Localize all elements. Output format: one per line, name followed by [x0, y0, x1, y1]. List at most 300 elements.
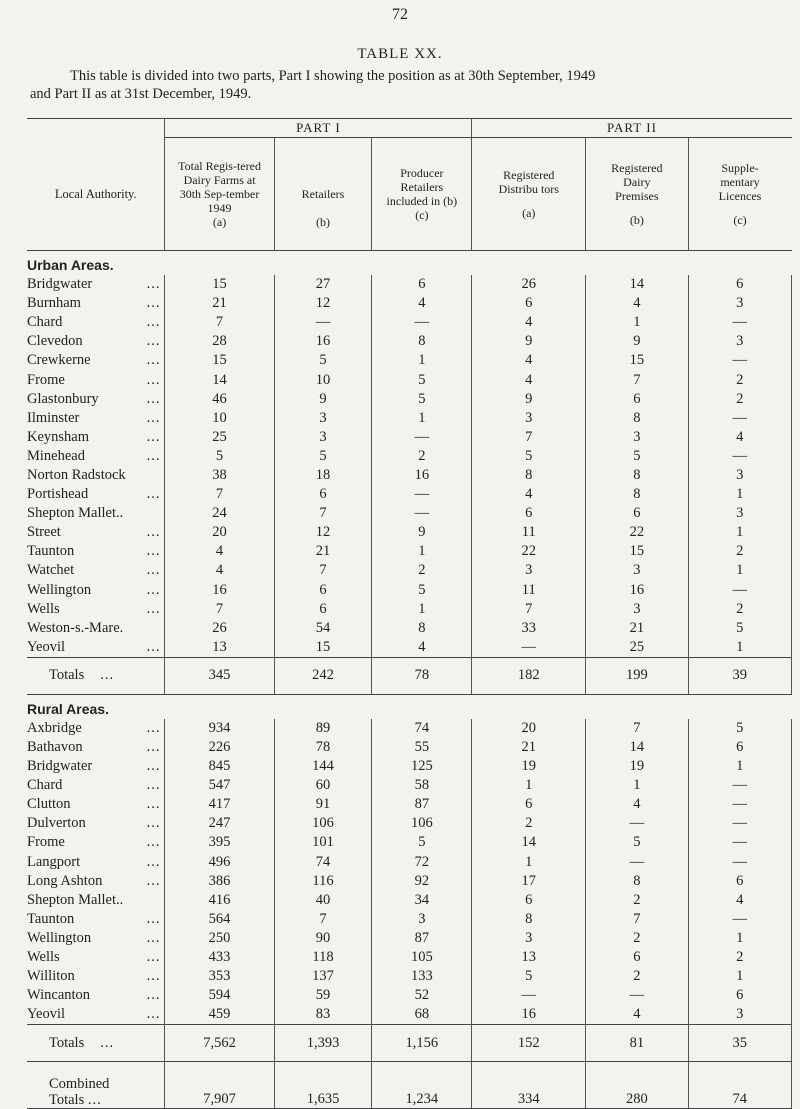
value-cell: 3 — [586, 600, 688, 619]
authority-name: Chard ... — [27, 313, 165, 332]
authority-name: Keynsham ... — [27, 428, 165, 447]
value-cell: 5 — [274, 447, 372, 466]
value-cell: 6 — [688, 275, 792, 294]
value-cell: 54 — [274, 619, 372, 638]
authority-name: Weston-s.-Mare. — [27, 619, 165, 638]
value-cell: 89 — [274, 719, 372, 738]
value-cell: 137 — [274, 967, 372, 986]
value-cell: 55 — [372, 738, 472, 757]
value-cell: 133 — [372, 967, 472, 986]
value-cell: — — [472, 638, 586, 658]
table-row — [27, 466, 792, 485]
value-cell: 3 — [472, 409, 586, 428]
table-row — [27, 523, 792, 542]
value-cell: 15 — [274, 638, 372, 658]
value-cell: 21 — [165, 294, 274, 313]
urban-totals-label: Totals ... — [27, 657, 165, 694]
value-cell: 52 — [372, 986, 472, 1005]
value-cell: 14 — [586, 738, 688, 757]
value-cell: 4 — [472, 313, 586, 332]
value-cell: 105 — [372, 948, 472, 967]
table-row — [27, 929, 792, 948]
total-value-cell: 345 — [165, 657, 274, 694]
value-cell: 24 — [165, 504, 274, 523]
authority-name: Axbridge ... — [27, 719, 165, 738]
value-cell: 7 — [274, 504, 372, 523]
value-cell: 7 — [472, 428, 586, 447]
value-cell: 6 — [586, 390, 688, 409]
header-registered-dairy-premises: Registered Dairy Premises (b) — [586, 138, 688, 251]
part-2-label: PART II — [472, 119, 792, 138]
table-row — [27, 814, 792, 833]
value-cell: 7 — [274, 910, 372, 929]
value-cell: — — [688, 351, 792, 370]
value-cell: 19 — [472, 757, 586, 776]
value-cell: 6 — [274, 581, 372, 600]
rural-areas-section — [27, 694, 792, 1062]
authority-name: Yeovil ... — [27, 638, 165, 658]
value-cell: 1 — [688, 523, 792, 542]
value-cell: 386 — [165, 872, 274, 891]
value-cell: 27 — [274, 275, 372, 294]
value-cell: 19 — [586, 757, 688, 776]
value-cell: 3 — [688, 1005, 792, 1025]
total-value-cell: 7,562 — [165, 1025, 274, 1062]
value-cell: 6 — [586, 504, 688, 523]
value-cell: 6 — [688, 986, 792, 1005]
value-cell: 26 — [165, 619, 274, 638]
table-row — [27, 561, 792, 580]
value-cell: 3 — [274, 409, 372, 428]
authority-name: Clutton ... — [27, 795, 165, 814]
value-cell: 2 — [688, 542, 792, 561]
value-cell: 3 — [586, 428, 688, 447]
value-cell: 4 — [472, 351, 586, 370]
value-cell: 2 — [586, 891, 688, 910]
value-cell: 1 — [688, 561, 792, 580]
value-cell: — — [586, 853, 688, 872]
page-number: 72 — [392, 6, 408, 23]
part-1-label: PART I — [165, 119, 472, 138]
value-cell: 6 — [472, 504, 586, 523]
value-cell: 6 — [372, 275, 472, 294]
table-row — [27, 719, 792, 738]
authority-name: Ilminster ... — [27, 409, 165, 428]
combined-value-cell: 334 — [472, 1062, 586, 1109]
value-cell: 4 — [688, 428, 792, 447]
value-cell: 14 — [165, 370, 274, 389]
value-cell: 28 — [165, 332, 274, 351]
value-cell: 6 — [472, 891, 586, 910]
value-cell: 9 — [472, 390, 586, 409]
header-local-authority: Local Authority. — [27, 138, 165, 251]
value-cell: 9 — [586, 332, 688, 351]
header-producer-retailers: Producer Retailers included in (b) (c) — [372, 138, 472, 251]
value-cell: 1 — [372, 409, 472, 428]
column-header-row — [27, 138, 792, 251]
value-cell: — — [688, 814, 792, 833]
value-cell: 6 — [586, 948, 688, 967]
rural-areas-heading: Rural Areas. — [27, 700, 109, 717]
value-cell: 106 — [274, 814, 372, 833]
value-cell: 417 — [165, 795, 274, 814]
value-cell: 1 — [688, 485, 792, 504]
value-cell: 564 — [165, 910, 274, 929]
table-row — [27, 332, 792, 351]
value-cell: 353 — [165, 967, 274, 986]
value-cell: 1 — [372, 600, 472, 619]
value-cell: — — [274, 313, 372, 332]
value-cell: 21 — [586, 619, 688, 638]
authority-name: Yeovil ... — [27, 1005, 165, 1025]
value-cell: — — [688, 776, 792, 795]
value-cell: — — [586, 986, 688, 1005]
value-cell: 395 — [165, 833, 274, 852]
authority-name: Shepton Mallet.. — [27, 891, 165, 910]
value-cell: 116 — [274, 872, 372, 891]
value-cell: 87 — [372, 795, 472, 814]
table-row — [27, 581, 792, 600]
value-cell: 101 — [274, 833, 372, 852]
value-cell: 58 — [372, 776, 472, 795]
total-value-cell: 199 — [586, 657, 688, 694]
value-cell: 33 — [472, 619, 586, 638]
table-title: TABLE XX. — [357, 46, 443, 62]
dairy-statistics-table — [27, 118, 792, 1109]
urban-areas-heading-row — [27, 251, 792, 276]
value-cell: 92 — [372, 872, 472, 891]
table-row — [27, 757, 792, 776]
value-cell: 496 — [165, 853, 274, 872]
value-cell: — — [372, 428, 472, 447]
authority-name: Wellington ... — [27, 929, 165, 948]
value-cell: 5 — [372, 390, 472, 409]
rural-areas-heading-row — [27, 694, 792, 719]
value-cell: 11 — [472, 581, 586, 600]
table-row — [27, 619, 792, 638]
value-cell: 6 — [688, 872, 792, 891]
value-cell: — — [688, 409, 792, 428]
value-cell: 5 — [372, 370, 472, 389]
value-cell: 74 — [274, 853, 372, 872]
authority-name: Shepton Mallet.. — [27, 504, 165, 523]
value-cell: 12 — [274, 523, 372, 542]
rural-totals-row — [27, 1025, 792, 1062]
value-cell: 226 — [165, 738, 274, 757]
authority-name: Burnham ... — [27, 294, 165, 313]
intro-line-2: and Part II as at 31st December, 1949. — [30, 86, 252, 102]
value-cell: 6 — [688, 738, 792, 757]
value-cell: 5 — [165, 447, 274, 466]
table-row — [27, 872, 792, 891]
value-cell: 2 — [688, 390, 792, 409]
value-cell: 38 — [165, 466, 274, 485]
value-cell: 7 — [165, 600, 274, 619]
value-cell: 1 — [688, 757, 792, 776]
value-cell: 8 — [372, 619, 472, 638]
authority-name: Dulverton ... — [27, 814, 165, 833]
value-cell: — — [688, 795, 792, 814]
value-cell: 9 — [472, 332, 586, 351]
value-cell: 8 — [472, 910, 586, 929]
value-cell: 7 — [165, 313, 274, 332]
value-cell: 78 — [274, 738, 372, 757]
value-cell: 125 — [372, 757, 472, 776]
value-cell: 14 — [472, 833, 586, 852]
value-cell: 250 — [165, 929, 274, 948]
total-value-cell: 78 — [372, 657, 472, 694]
value-cell: 6 — [472, 795, 586, 814]
authority-name: Long Ashton ... — [27, 872, 165, 891]
value-cell: — — [688, 447, 792, 466]
value-cell: 22 — [586, 523, 688, 542]
table-row — [27, 795, 792, 814]
value-cell: 4 — [586, 795, 688, 814]
value-cell: 4 — [472, 370, 586, 389]
table-row — [27, 986, 792, 1005]
value-cell: 2 — [688, 370, 792, 389]
value-cell: 4 — [165, 542, 274, 561]
value-cell: — — [688, 313, 792, 332]
authority-name: Bridgwater ... — [27, 275, 165, 294]
value-cell: 13 — [165, 638, 274, 658]
value-cell: 87 — [372, 929, 472, 948]
value-cell: 845 — [165, 757, 274, 776]
table-row — [27, 351, 792, 370]
value-cell: — — [372, 504, 472, 523]
table-row — [27, 1005, 792, 1025]
authority-name: Frome ... — [27, 370, 165, 389]
rural-totals-label: Totals ... — [27, 1025, 165, 1062]
value-cell: 91 — [274, 795, 372, 814]
value-cell: 5 — [472, 447, 586, 466]
value-cell: 15 — [586, 542, 688, 561]
combined-totals-row — [27, 1062, 792, 1109]
authority-name: Langport ... — [27, 853, 165, 872]
value-cell: 1 — [472, 776, 586, 795]
table-row — [27, 967, 792, 986]
value-cell: 18 — [274, 466, 372, 485]
value-cell: 16 — [586, 581, 688, 600]
value-cell: 3 — [586, 561, 688, 580]
value-cell: 6 — [274, 485, 372, 504]
table-row — [27, 409, 792, 428]
authority-name: Watchet ... — [27, 561, 165, 580]
value-cell: 5 — [586, 833, 688, 852]
value-cell: 5 — [688, 719, 792, 738]
value-cell: 8 — [586, 485, 688, 504]
value-cell: 59 — [274, 986, 372, 1005]
value-cell: — — [586, 814, 688, 833]
value-cell: 46 — [165, 390, 274, 409]
total-value-cell: 152 — [472, 1025, 586, 1062]
authority-name: Frome ... — [27, 833, 165, 852]
authority-name: Chard ... — [27, 776, 165, 795]
value-cell: 3 — [688, 332, 792, 351]
value-cell: 8 — [586, 466, 688, 485]
authority-name: Clevedon ... — [27, 332, 165, 351]
table-row — [27, 833, 792, 852]
total-value-cell: 39 — [688, 657, 792, 694]
value-cell: 4 — [688, 891, 792, 910]
table-row — [27, 638, 792, 658]
table-row — [27, 504, 792, 523]
value-cell: 16 — [472, 1005, 586, 1025]
table-row — [27, 428, 792, 447]
value-cell: 15 — [586, 351, 688, 370]
value-cell: 26 — [472, 275, 586, 294]
authority-name: Wells ... — [27, 600, 165, 619]
header-supplementary-licences: Supple-mentary Licences (c) — [688, 138, 792, 251]
value-cell: 10 — [274, 370, 372, 389]
value-cell: — — [688, 833, 792, 852]
value-cell: 5 — [472, 967, 586, 986]
value-cell: 40 — [274, 891, 372, 910]
value-cell: 1 — [372, 542, 472, 561]
total-value-cell: 242 — [274, 657, 372, 694]
value-cell: 15 — [165, 351, 274, 370]
value-cell: 3 — [688, 294, 792, 313]
urban-areas-heading: Urban Areas. — [27, 257, 114, 273]
value-cell: 1 — [586, 313, 688, 332]
value-cell: — — [472, 986, 586, 1005]
value-cell: — — [688, 853, 792, 872]
table-intro — [30, 67, 800, 103]
value-cell: 2 — [688, 600, 792, 619]
total-value-cell: 35 — [688, 1025, 792, 1062]
authority-name: Wellington ... — [27, 581, 165, 600]
value-cell: 1 — [688, 929, 792, 948]
total-value-cell: 182 — [472, 657, 586, 694]
header-total-registered-farms: Total Regis-tered Dairy Farms at 30th Sep-tember 1949 (a) — [165, 138, 274, 251]
value-cell: 6 — [274, 600, 372, 619]
authority-name: Taunton ... — [27, 910, 165, 929]
table-row — [27, 910, 792, 929]
value-cell: 16 — [372, 466, 472, 485]
table-row — [27, 485, 792, 504]
authority-name: Williton ... — [27, 967, 165, 986]
total-value-cell: 1,156 — [372, 1025, 472, 1062]
table-row — [27, 542, 792, 561]
value-cell: 17 — [472, 872, 586, 891]
value-cell: 25 — [586, 638, 688, 658]
value-cell: 3 — [472, 929, 586, 948]
header-registered-distributors: Registered Distribu tors (a) — [472, 138, 586, 251]
value-cell: 106 — [372, 814, 472, 833]
urban-totals-row — [27, 657, 792, 694]
value-cell: — — [372, 485, 472, 504]
total-value-cell: 81 — [586, 1025, 688, 1062]
value-cell: 74 — [372, 719, 472, 738]
value-cell: 1 — [372, 351, 472, 370]
table-row — [27, 776, 792, 795]
table-row — [27, 600, 792, 619]
value-cell: 2 — [688, 948, 792, 967]
value-cell: 5 — [274, 351, 372, 370]
value-cell: 7 — [274, 561, 372, 580]
value-cell: 8 — [586, 409, 688, 428]
authority-name: Glastonbury ... — [27, 390, 165, 409]
authority-name: Crewkerne ... — [27, 351, 165, 370]
authority-name: Street ... — [27, 523, 165, 542]
table-row — [27, 294, 792, 313]
value-cell: 934 — [165, 719, 274, 738]
value-cell: 8 — [372, 332, 472, 351]
value-cell: 13 — [472, 948, 586, 967]
table-row — [27, 853, 792, 872]
authority-name: Taunton ... — [27, 542, 165, 561]
combined-value-cell: 74 — [688, 1062, 792, 1109]
value-cell: 4 — [372, 638, 472, 658]
value-cell: 25 — [165, 428, 274, 447]
value-cell: 118 — [274, 948, 372, 967]
part-header-row — [27, 119, 792, 138]
value-cell: 60 — [274, 776, 372, 795]
value-cell: 5 — [372, 833, 472, 852]
value-cell: 8 — [472, 466, 586, 485]
value-cell: 3 — [274, 428, 372, 447]
table-row — [27, 891, 792, 910]
value-cell: 433 — [165, 948, 274, 967]
value-cell: 7 — [165, 485, 274, 504]
value-cell: — — [372, 313, 472, 332]
table-row — [27, 313, 792, 332]
value-cell: 2 — [372, 447, 472, 466]
value-cell: 7 — [586, 910, 688, 929]
value-cell: — — [688, 581, 792, 600]
value-cell: 20 — [472, 719, 586, 738]
value-cell: 247 — [165, 814, 274, 833]
value-cell: 8 — [586, 872, 688, 891]
value-cell: 16 — [274, 332, 372, 351]
table-row — [27, 390, 792, 409]
value-cell: 34 — [372, 891, 472, 910]
value-cell: 1 — [472, 853, 586, 872]
value-cell: 2 — [472, 814, 586, 833]
value-cell: 3 — [688, 504, 792, 523]
table-row — [27, 447, 792, 466]
value-cell: 5 — [688, 619, 792, 638]
value-cell: 144 — [274, 757, 372, 776]
authority-name: Bathavon ... — [27, 738, 165, 757]
authority-name: Bridgwater ... — [27, 757, 165, 776]
value-cell: 594 — [165, 986, 274, 1005]
urban-areas-section — [27, 251, 792, 695]
value-cell: 68 — [372, 1005, 472, 1025]
value-cell: 12 — [274, 294, 372, 313]
value-cell: 5 — [372, 581, 472, 600]
authority-name: Wells ... — [27, 948, 165, 967]
value-cell: 21 — [472, 738, 586, 757]
value-cell: 459 — [165, 1005, 274, 1025]
value-cell: 4 — [472, 485, 586, 504]
value-cell: 5 — [586, 447, 688, 466]
table-row — [27, 738, 792, 757]
value-cell: 14 — [586, 275, 688, 294]
authority-name: Wincanton ... — [27, 986, 165, 1005]
intro-line-1: This table is divided into two parts, Part I showing the position as at 30th September, 1949 — [70, 68, 596, 84]
combined-totals-section — [27, 1062, 792, 1109]
value-cell: 9 — [274, 390, 372, 409]
total-value-cell: 1,393 — [274, 1025, 372, 1062]
authority-name: Portishead ... — [27, 485, 165, 504]
value-cell: 4 — [586, 294, 688, 313]
value-cell: 21 — [274, 542, 372, 561]
combined-value-cell: 1,635 — [274, 1062, 372, 1109]
value-cell: 16 — [165, 581, 274, 600]
table-row — [27, 948, 792, 967]
value-cell: 3 — [372, 910, 472, 929]
